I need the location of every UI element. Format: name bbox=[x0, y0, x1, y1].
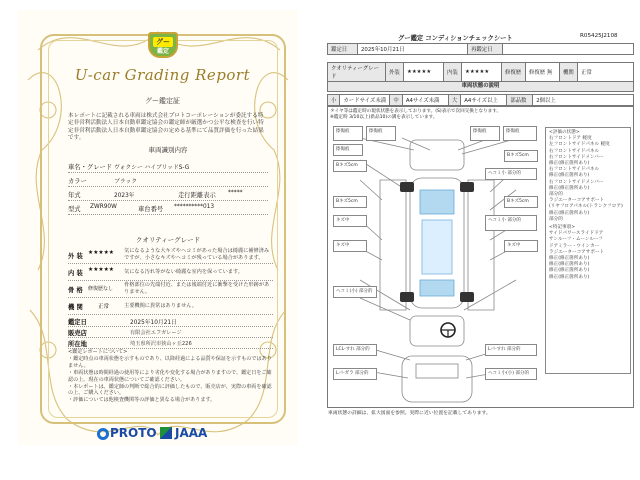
legend-line: サイドパワースライドドア bbox=[549, 231, 604, 237]
vehicle-section-title: 車両識別内容 bbox=[148, 146, 188, 154]
date-value: 2025年10月21日 bbox=[130, 320, 177, 326]
legend-line: サンルーフ・ムーンルーフ bbox=[549, 237, 603, 243]
field-label: 年式 bbox=[68, 192, 81, 199]
legend-line: 部分的 bbox=[549, 192, 563, 198]
sheet-ext-label: 外装 bbox=[386, 63, 404, 82]
quality-grades bbox=[68, 247, 273, 315]
report-subtitle: グー鑑定証 bbox=[145, 97, 180, 105]
grade-label: 骨 格 bbox=[68, 287, 83, 294]
jaaa-logo-text: JAAA bbox=[175, 426, 208, 440]
legend-line: 部分的 bbox=[549, 216, 563, 222]
legend-line: ドアミラー・ウインカー bbox=[549, 243, 600, 249]
damage-note: LCL-すれ 部分的 bbox=[333, 344, 377, 356]
legend-line: 修正(修正箇所あり) bbox=[549, 268, 590, 274]
mileage-value: ***** bbox=[228, 190, 243, 196]
sheet-ext-stars: ★★★★★ bbox=[404, 63, 444, 82]
chassis-value: **********013 bbox=[174, 204, 215, 210]
size-large-label: 大 bbox=[448, 95, 460, 106]
size-small-label: 小 bbox=[328, 95, 340, 106]
grade-row bbox=[68, 264, 273, 281]
sheet-repair-label: 修復歴 bbox=[502, 63, 526, 82]
badge-bottom-text: 鑑定 bbox=[156, 48, 169, 55]
sheet-repair-value: 修復歴 無 bbox=[526, 63, 560, 82]
damage-note: ヘコミ小(小) 部分的 bbox=[485, 368, 537, 380]
grade-engine: 正常 bbox=[98, 304, 110, 310]
damage-note: Bキズ5cm bbox=[504, 150, 538, 162]
report-notes bbox=[68, 349, 273, 404]
goo-badge-logo bbox=[148, 32, 178, 58]
sheet-date-label: 鑑定日 bbox=[328, 44, 358, 55]
legend-title: <評価の状態> bbox=[549, 130, 580, 135]
grade-stars: ★★★★★ bbox=[88, 267, 114, 273]
sheet-footer-note: 車両状態の詳細は、拡大図面を参照。実際に近い位置を記載してあります。 bbox=[328, 411, 491, 416]
steering-wheel-icon bbox=[441, 323, 455, 337]
legend-line: 右フロントサイドパネル bbox=[549, 167, 600, 173]
grade-label: 機 関 bbox=[68, 304, 83, 311]
field-value: ブラック bbox=[114, 179, 138, 185]
damage-note: Lパ-すれ 部分的 bbox=[485, 344, 537, 356]
grade-desc: 気になる汚れ等がない綺麗な室内を保っています。 bbox=[124, 269, 243, 275]
sheet-engine-label: 機関 bbox=[560, 63, 578, 82]
size-mid-desc: A4サイズ未満 bbox=[402, 95, 448, 106]
address-value: 埼玉県所沢市狭山ヶ丘226 bbox=[130, 341, 192, 347]
sheet-reprint-value bbox=[503, 44, 634, 55]
legend-line: (リヤフロアパネル(トランクフロア) bbox=[549, 204, 623, 210]
parts-value: 2個以上 bbox=[533, 95, 634, 106]
sheet-date-value: 2025年10月21日 bbox=[358, 44, 468, 55]
sheet-quality-label: クオリティーグレード bbox=[328, 63, 386, 82]
sheet-int-label: 内装 bbox=[444, 63, 462, 82]
legend-line: 修正(修正箇所あり) bbox=[549, 161, 590, 167]
legend-line: 右フロントドア 軽度 bbox=[549, 136, 592, 142]
damage-note: 擦傷痕 bbox=[503, 126, 537, 141]
sheet-quality-table bbox=[327, 62, 634, 82]
notes-body: ・鑑定時点の車両状態を示すものであり、以降経過による品質や保証を示すものではありません。 ・車両状態は時間経過の使用等により劣化や変化する場合がありますので、鑑定日をご確認の上、現在の車両状態についてご確認ください。 ・本レポートは、鑑定師の判断で総合的に評価したもので、販売店が、実際の車両を確認の上、ご購入ください。 ・評価については他検査機関等の評価と異なる場合があります。 bbox=[68, 355, 272, 404]
grade-stars: ★★★★★ bbox=[88, 250, 114, 256]
grade-row bbox=[68, 247, 273, 264]
grade-row bbox=[68, 281, 273, 298]
sheet-title: グー鑑定 コンディションチェックシート bbox=[398, 35, 513, 42]
shop-value: 有限会社エフガレージ bbox=[130, 330, 182, 336]
mileage-label: 走行距離表示 bbox=[178, 192, 216, 199]
date-row bbox=[68, 316, 273, 327]
jaaa-logo-icon bbox=[160, 427, 172, 439]
tire-note: タイヤ等は鑑定時の現状状態を表示しております。(S)表示で次回交換となります。 bbox=[330, 109, 502, 114]
state-title: 車両状態の説明 bbox=[327, 81, 634, 92]
shop-label: 販売店 bbox=[68, 330, 87, 337]
chassis-label: 車台番号 bbox=[138, 206, 164, 213]
legend-line: ラジエーターコアサポート bbox=[549, 249, 605, 255]
notes-heading: <鑑定レポートについて> bbox=[68, 349, 128, 355]
damage-note: 擦傷痕 bbox=[333, 126, 363, 141]
field-row bbox=[68, 159, 268, 173]
badge-top-text: グー bbox=[153, 37, 173, 47]
grade-desc: 骨格部位の先端付近、または後端付近に衝撃を受けた形跡がありません。 bbox=[124, 282, 270, 295]
legend-line: 修正(修正箇所あり) bbox=[549, 185, 590, 191]
grade-desc: 気になるような大キズやヘコミがあった場合は綺麗に補修済みですが、小さなキズやヘコミが残っている場合があります。 bbox=[124, 248, 270, 261]
legend-line: 修正(修正箇所あり) bbox=[549, 210, 590, 216]
quality-section-title: クオリティーグレード bbox=[135, 236, 201, 244]
report-title: U-car Grading Report bbox=[74, 66, 251, 84]
field-value: ZWR90W bbox=[90, 204, 117, 210]
repair-legend-panel bbox=[545, 127, 631, 374]
damage-note: Bキズ5cm bbox=[333, 160, 367, 172]
damage-note: 擦傷痕 bbox=[366, 126, 396, 141]
vehicle-fields bbox=[68, 159, 268, 215]
grade-label: 外 装 bbox=[68, 253, 83, 260]
grade-row bbox=[68, 298, 273, 315]
damage-note: 擦傷痕 bbox=[333, 144, 363, 156]
damage-note: Lパ-ガラ 部分的 bbox=[333, 368, 377, 380]
legend-line: 左フロントサイドパネル 軽度 bbox=[549, 142, 610, 148]
sheet-doc-number: R05425J2108 bbox=[580, 33, 618, 39]
issuer-info bbox=[68, 316, 273, 349]
size-mid-label: 中 bbox=[390, 95, 402, 106]
address-label: 所在地 bbox=[68, 341, 87, 348]
legend-line: 修正(修正箇所あり) bbox=[549, 262, 590, 268]
damage-note: キズ中 bbox=[333, 240, 367, 252]
damage-note: キズ中 bbox=[333, 215, 367, 227]
legend-line: 修正(修正箇所あり) bbox=[549, 274, 590, 280]
grade-desc: 主要機関に異常はありません。 bbox=[124, 303, 197, 309]
legend-line: ラジエーターコアサポート bbox=[549, 198, 605, 204]
size-large-desc: A4サイズ以上 bbox=[461, 95, 507, 106]
damage-note: キズ中 bbox=[504, 240, 538, 252]
field-label: 型式 bbox=[68, 206, 81, 213]
grade-label: 内 装 bbox=[68, 270, 83, 277]
proto-logo-icon bbox=[97, 428, 109, 440]
sheet-date-table bbox=[327, 43, 634, 55]
field-label: カラー bbox=[68, 178, 87, 185]
sheet-reprint-label: 再鑑定日 bbox=[468, 44, 503, 55]
damage-note: ヘコミ(小) 部分的 bbox=[333, 286, 377, 298]
tire-note-2: ※鑑定時 3/10以上(新品10)の溝を表示しています。 bbox=[330, 115, 438, 120]
legend-line: 右フロントサイドメンバー bbox=[549, 154, 604, 160]
grade-repair: 修復歴なし bbox=[88, 286, 114, 292]
sheet-int-stars: ★★★★★ bbox=[462, 63, 502, 82]
field-row bbox=[68, 173, 268, 187]
legend-line: 右フロントサイドパネル bbox=[549, 148, 600, 154]
legend-line: 右フロントサイドメンバー bbox=[549, 179, 604, 185]
field-row bbox=[68, 187, 268, 201]
field-value: ヴォクシー ハイブリッドS-G bbox=[114, 165, 190, 171]
size-legend-table bbox=[327, 94, 634, 106]
damage-note: 擦傷痕 bbox=[470, 126, 500, 141]
proto-logo-text: PROTO bbox=[110, 426, 157, 440]
address-row bbox=[68, 338, 273, 349]
parts-label: 部品数 bbox=[507, 95, 533, 106]
damage-note: Bキズ5cm bbox=[333, 196, 367, 208]
damage-note: ヘコミ小 部分的 bbox=[485, 215, 537, 231]
damage-note: ヘコミ小 部分的 bbox=[485, 168, 537, 180]
shop-row bbox=[68, 327, 273, 338]
damage-note: Bキズ5cm bbox=[504, 196, 538, 208]
field-row bbox=[68, 201, 268, 215]
report-intro: 本レポートに記載される車両は株式会社プロトコーポレーションが委託する特定非営利活動法人日本自動車鑑定協会の鑑定師が厳選かつ公平な検査を行い特定非営利活動法人日本自動車鑑定協会の定める基準にて品質評価を行った結果です。 bbox=[68, 113, 264, 141]
field-value: 2023年 bbox=[114, 193, 135, 199]
field-label: 車名・グレード bbox=[68, 164, 113, 171]
sheet-engine-value: 正常 bbox=[578, 63, 634, 82]
legend-line: 修正(修正箇所あり) bbox=[549, 256, 590, 262]
size-small-desc: カードサイズ未満 bbox=[340, 95, 390, 106]
date-label: 鑑定日 bbox=[68, 319, 87, 326]
legend-line: 修正(修正箇所あり) bbox=[549, 173, 590, 179]
legend-line: <特記事項> bbox=[549, 225, 576, 231]
